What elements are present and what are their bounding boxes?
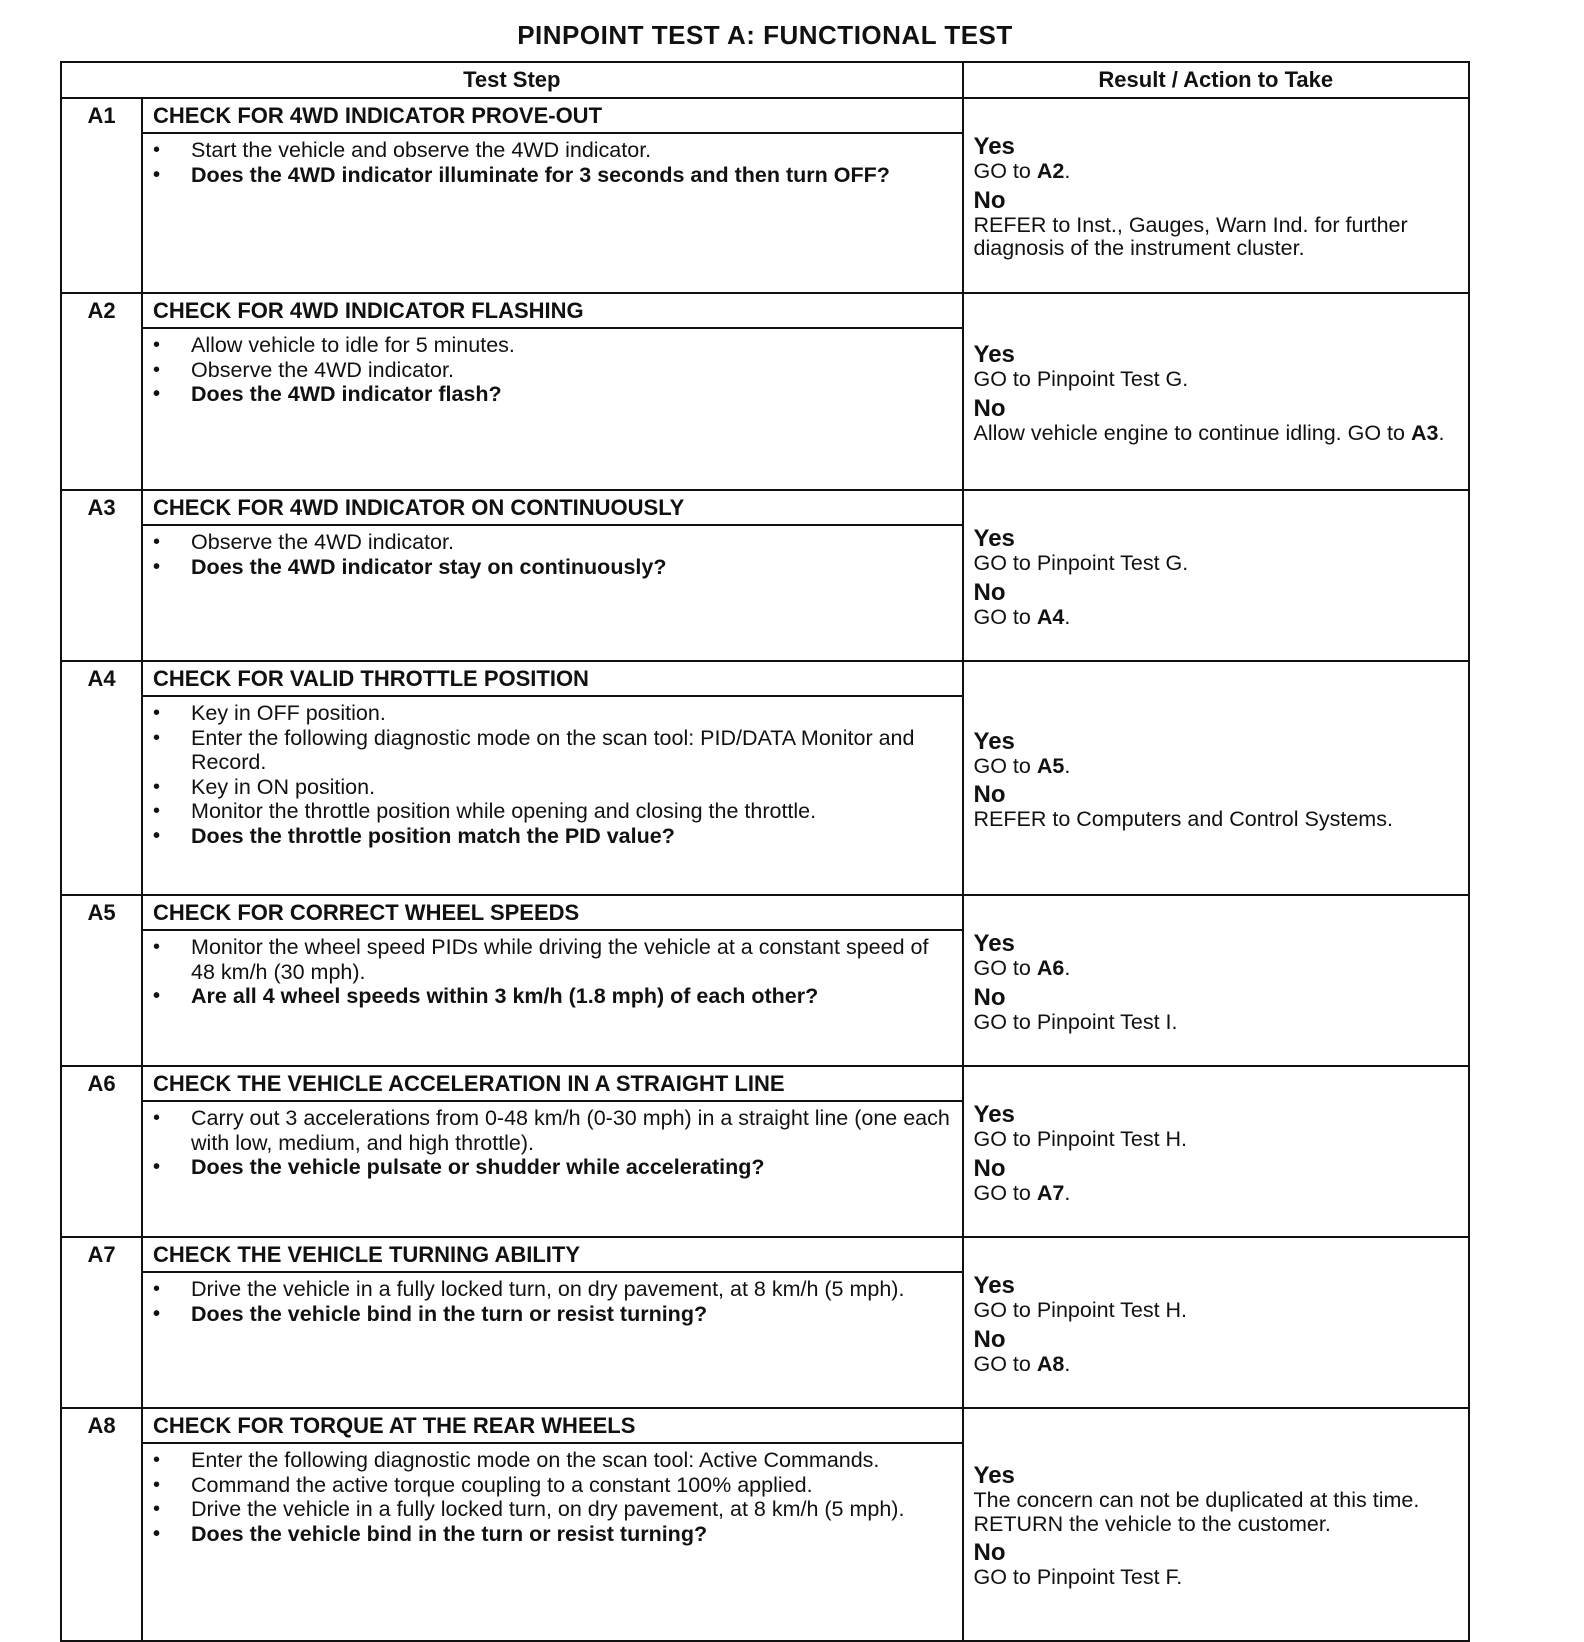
yes-label: Yes: [973, 525, 1015, 552]
no-action-text: Allow vehicle engine to continue idling. GO to: [973, 420, 1411, 445]
step-instructions: [142, 1101, 962, 1237]
yes-action-text: GO to: [973, 159, 1037, 184]
no-action-tail: .: [1064, 1351, 1071, 1376]
step-instructions: [142, 1272, 962, 1408]
no-action: [974, 1182, 1464, 1206]
step-instruction: • Enter the following diagnostic mode on the scan tool: PID/DATA Monitor and Record.: [153, 726, 951, 775]
instruction-list: [153, 333, 951, 407]
no-action: [974, 606, 1464, 630]
step-heading-row: [61, 895, 1469, 930]
step-result: [963, 661, 1469, 895]
header-test-step: Test Step: [61, 62, 963, 98]
yes-label: Yes: [973, 133, 1015, 161]
step-instruction: • Carry out 3 accelerations from 0-48 km/h (0-30 mph) in a straight line (one each with low, medium, and high throttle).: [153, 1106, 951, 1155]
yes-label: Yes: [973, 341, 1015, 368]
header-result-action: Result / Action to Take: [963, 62, 1469, 98]
no-action-text: GO to Pinpoint Test F.: [973, 1565, 1183, 1590]
pinpoint-test-table: [60, 61, 1470, 1642]
instruction-list: [153, 935, 951, 1009]
step-instructions: [142, 525, 962, 661]
step-heading: CHECK THE VEHICLE ACCELERATION IN A STRAIGHT LINE: [142, 1066, 962, 1101]
table-header-row: [61, 62, 1469, 98]
yes-label: Yes: [973, 1462, 1015, 1490]
no-action-text: GO to: [973, 604, 1037, 629]
step-id: A2: [61, 293, 142, 328]
step-instruction: • Enter the following diagnostic mode on the scan tool: Active Commands.: [153, 1448, 951, 1473]
step-result: [963, 1066, 1469, 1237]
page-title: PINPOINT TEST A: FUNCTIONAL TEST: [517, 20, 1013, 50]
yes-action-text: GO to: [973, 956, 1037, 980]
yes-label: Yes: [973, 1101, 1015, 1128]
step-instruction: • Allow vehicle to idle for 5 minutes.: [153, 333, 951, 358]
step-instructions: [142, 1443, 962, 1641]
step-instructions: [142, 328, 962, 490]
step-result: [963, 490, 1469, 661]
instruction-list: [153, 138, 951, 187]
steps-body: [61, 98, 1469, 1641]
yes-step-ref: A2: [1036, 159, 1065, 184]
step-result: [963, 895, 1469, 1066]
step-question: • Does the 4WD indicator flash?: [153, 382, 951, 407]
step-instruction: • Drive the vehicle in a fully locked turn, on dry pavement, at 8 km/h (5 mph).: [153, 1277, 951, 1302]
step-question: • Does the vehicle bind in the turn or resist turning?: [153, 1302, 951, 1327]
step-heading: CHECK FOR 4WD INDICATOR ON CONTINUOUSLY: [142, 490, 962, 525]
step-result: [963, 293, 1469, 490]
step-heading: CHECK FOR 4WD INDICATOR FLASHING: [142, 293, 962, 328]
instruction-list: [153, 1106, 951, 1180]
yes-action-tail: .: [1064, 159, 1071, 184]
yes-action: [974, 957, 1464, 981]
yes-action: [974, 1489, 1464, 1536]
step-heading: CHECK THE VEHICLE TURNING ABILITY: [142, 1237, 962, 1272]
no-label: No: [973, 1539, 1006, 1567]
yes-step-ref: A6: [1036, 956, 1065, 980]
step-id-spacer: [61, 525, 142, 661]
yes-action-text: GO to Pinpoint Test H.: [973, 1127, 1188, 1151]
step-heading: CHECK FOR VALID THROTTLE POSITION: [142, 661, 962, 696]
step-result: [963, 98, 1469, 293]
no-action: [974, 1011, 1464, 1035]
no-action: [974, 808, 1464, 832]
no-label: No: [973, 1154, 1006, 1182]
step-instruction: • Monitor the wheel speed PIDs while driving the vehicle at a constant speed of 48 km/h (30 mph).: [153, 935, 951, 984]
no-action: [974, 422, 1464, 446]
no-label: No: [973, 781, 1006, 808]
no-label: No: [973, 578, 1006, 606]
no-label: No: [973, 983, 1006, 1011]
no-action: [974, 1566, 1464, 1590]
step-heading: CHECK FOR CORRECT WHEEL SPEEDS: [142, 895, 962, 930]
yes-action-text: The concern can not be duplicated at this time. RETURN the vehicle to the customer.: [973, 1488, 1420, 1536]
no-action-tail: .: [1064, 604, 1071, 629]
yes-action-text: GO to Pinpoint Test G.: [973, 551, 1189, 575]
no-label: No: [973, 186, 1006, 214]
no-step-ref: A4: [1036, 604, 1065, 629]
step-heading-row: [61, 661, 1469, 696]
step-instruction: • Start the vehicle and observe the 4WD indicator.: [153, 138, 951, 163]
instruction-list: [153, 1448, 951, 1546]
yes-action-tail: .: [1064, 956, 1071, 980]
no-action-text: GO to Pinpoint Test I.: [973, 1009, 1178, 1034]
yes-action: [974, 552, 1464, 576]
yes-action: [974, 368, 1464, 392]
step-heading: CHECK FOR TORQUE AT THE REAR WHEELS: [142, 1408, 962, 1443]
step-instructions: [142, 133, 962, 293]
no-action: [974, 1353, 1464, 1377]
no-step-ref: A7: [1036, 1180, 1065, 1205]
no-step-ref: A8: [1036, 1351, 1065, 1376]
step-heading: CHECK FOR 4WD INDICATOR PROVE-OUT: [142, 98, 962, 133]
step-instruction: • Key in ON position.: [153, 775, 951, 800]
step-question: • Are all 4 wheel speeds within 3 km/h (1.8 mph) of each other?: [153, 984, 951, 1009]
step-id: A3: [61, 490, 142, 525]
step-id-spacer: [61, 930, 142, 1066]
step-result: [963, 1408, 1469, 1641]
step-instruction: • Drive the vehicle in a fully locked turn, on dry pavement, at 8 km/h (5 mph).: [153, 1497, 951, 1522]
no-action-tail: .: [1438, 420, 1445, 445]
no-action-tail: .: [1064, 1180, 1071, 1205]
step-id: A4: [61, 661, 142, 696]
step-id-spacer: [61, 1101, 142, 1237]
yes-action-tail: .: [1064, 753, 1071, 778]
step-id: A8: [61, 1408, 142, 1443]
step-instruction: • Command the active torque coupling to a constant 100% applied.: [153, 1473, 951, 1498]
step-heading-row: [61, 293, 1469, 328]
step-heading-row: [61, 98, 1469, 133]
step-heading-row: [61, 1408, 1469, 1443]
step-question: • Does the 4WD indicator illuminate for 3 seconds and then turn OFF?: [153, 163, 951, 188]
yes-label: Yes: [973, 1272, 1015, 1299]
yes-action: [974, 1128, 1464, 1152]
yes-step-ref: A5: [1036, 753, 1065, 778]
step-heading-row: [61, 1066, 1469, 1101]
instruction-list: [153, 530, 951, 579]
step-heading-row: [61, 1237, 1469, 1272]
step-instruction: • Observe the 4WD indicator.: [153, 530, 951, 555]
step-instruction: • Key in OFF position.: [153, 701, 951, 726]
step-id-spacer: [61, 1272, 142, 1408]
yes-action-text: GO to Pinpoint Test G.: [973, 367, 1189, 391]
step-id-spacer: [61, 328, 142, 490]
no-label: No: [973, 394, 1006, 422]
step-id: A6: [61, 1066, 142, 1101]
step-id-spacer: [61, 696, 142, 895]
step-question: • Does the throttle position match the PID value?: [153, 824, 951, 849]
step-id: A7: [61, 1237, 142, 1272]
no-step-ref: A3: [1410, 420, 1439, 445]
no-action-text: REFER to Computers and Control Systems.: [973, 807, 1393, 831]
step-heading-row: [61, 490, 1469, 525]
yes-label: Yes: [973, 930, 1015, 957]
no-action-text: GO to: [973, 1180, 1037, 1205]
step-instructions: [142, 696, 962, 895]
yes-action-text: GO to Pinpoint Test H.: [973, 1298, 1188, 1322]
yes-label: Yes: [973, 727, 1015, 755]
step-id-spacer: [61, 1443, 142, 1641]
step-instruction: • Monitor the throttle position while opening and closing the throttle.: [153, 799, 951, 824]
step-question: • Does the vehicle bind in the turn or resist turning?: [153, 1522, 951, 1547]
step-result: [963, 1237, 1469, 1408]
no-action: [974, 214, 1464, 261]
instruction-list: [153, 1277, 951, 1326]
step-id-spacer: [61, 133, 142, 293]
yes-action: [974, 160, 1464, 184]
no-action-text: REFER to Inst., Gauges, Warn Ind. for further diagnosis of the instrument cluster.: [973, 212, 1408, 261]
yes-action-text: GO to: [973, 753, 1037, 778]
step-question: • Does the 4WD indicator stay on continuously?: [153, 555, 951, 580]
step-question: • Does the vehicle pulsate or shudder while accelerating?: [153, 1155, 951, 1180]
no-action-text: GO to: [973, 1351, 1037, 1376]
step-instructions: [142, 930, 962, 1066]
step-id: A1: [61, 98, 142, 133]
yes-action: [974, 755, 1464, 779]
step-instruction: • Observe the 4WD indicator.: [153, 358, 951, 383]
no-label: No: [973, 1325, 1006, 1353]
step-id: A5: [61, 895, 142, 930]
instruction-list: [153, 701, 951, 848]
yes-action: [974, 1299, 1464, 1323]
